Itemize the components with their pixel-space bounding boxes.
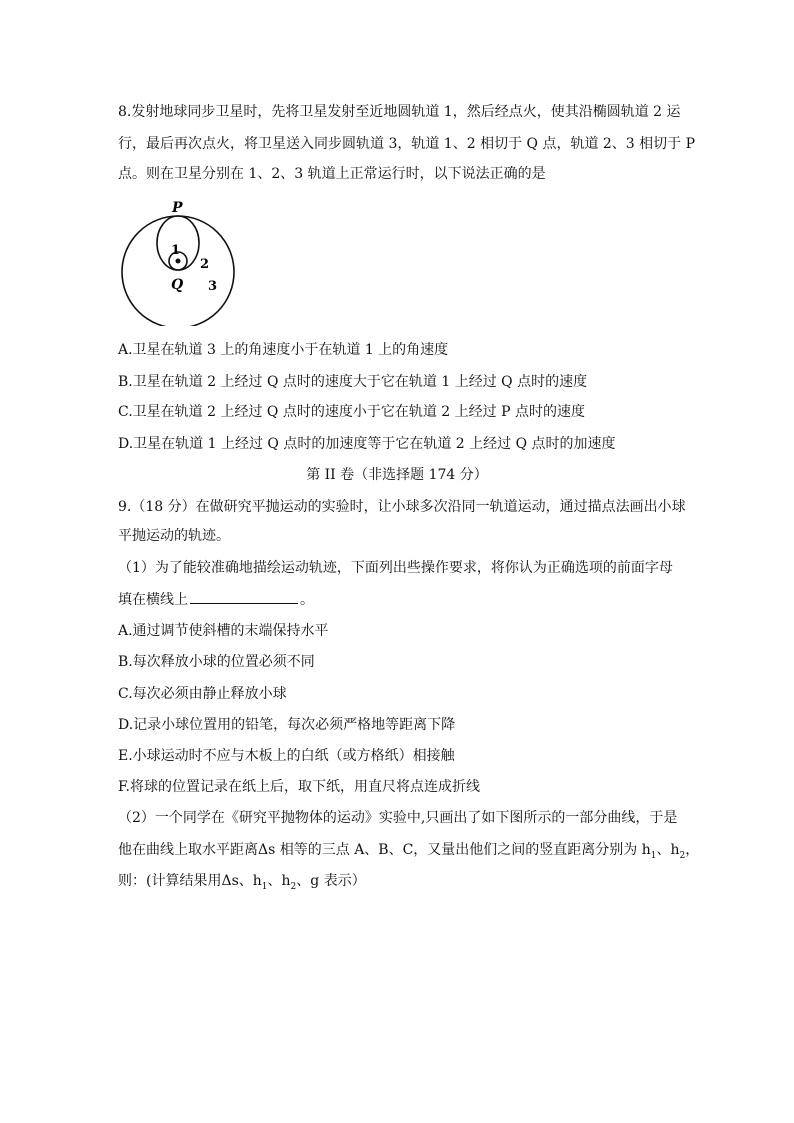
q8-text-line-2: 行，最后再次点火，将卫星送入同步圆轨道 3，轨道 1、2 相切于 Q 点，轨道 2、3 相切于 P bbox=[118, 136, 696, 152]
section-title: 第 II 卷（非选择题 174 分） bbox=[306, 467, 488, 483]
label-orbit-1: 1 bbox=[171, 243, 181, 258]
q9-part2-line-1: （2）一个同学在《研究平抛物体的运动》实验中,只画出了如下图所示的一部分曲线，于是 bbox=[118, 810, 678, 826]
q9-part2-line-2-prefix: 他在曲线上取水平距离Δs 相等的三点 A、B、C，又量出他们之间的竖直距离分别为 h bbox=[118, 842, 651, 858]
separator: 、h bbox=[267, 873, 291, 889]
q8-text-line-1: 8.发射地球同步卫星时，先将卫星发射至近地圆轨道 1，然后经点火，使其沿椭圆轨道 2 运 bbox=[118, 104, 681, 120]
q9-part1-line-2-prefix: 填在横线上 bbox=[118, 592, 188, 608]
q9-part1-line-2-suffix: 。 bbox=[300, 592, 314, 608]
orbit-3-circle bbox=[122, 216, 234, 326]
q8-option-d: D.卫星在轨道 1 上经过 Q 点时的加速度等于它在轨道 2 上经过 Q 点时的加速度 bbox=[118, 436, 616, 452]
q8-text-line-3: 点。则在卫星分别在 1、2、3 轨道上正常运行时，以下说法正确的是 bbox=[118, 166, 546, 182]
q9-part2-line-2-suffix: ， bbox=[685, 842, 700, 858]
q9-part2-line-3-suffix: 、g 表示） bbox=[296, 873, 366, 889]
earth-dot bbox=[176, 259, 181, 264]
q9-part2-line-3 bbox=[118, 871, 366, 897]
label-orbit-2: 2 bbox=[200, 257, 210, 272]
q9-option-c: C.每次必须由静止释放小球 bbox=[118, 686, 287, 702]
q9-option-b: B.每次释放小球的位置必须不同 bbox=[118, 654, 315, 670]
q9-option-f: F.将球的位置记录在纸上后，取下纸，用直尺将点连成折线 bbox=[118, 779, 480, 795]
label-q: Q bbox=[171, 277, 184, 293]
q9-text-line-2: 平抛运动的轨迹。 bbox=[118, 528, 230, 544]
q9-part2-line-3-prefix: 则：(计算结果用Δs、h bbox=[118, 873, 262, 889]
separator: 、h bbox=[656, 842, 680, 858]
subscript-1: 1 bbox=[261, 881, 268, 892]
answer-blank[interactable] bbox=[190, 589, 298, 604]
q9-option-e: E.小球运动时不应与木板上的白纸（或方格纸）相接触 bbox=[118, 748, 455, 764]
q9-part2-line-2 bbox=[118, 840, 699, 866]
q8-option-c: C.卫星在轨道 2 上经过 Q 点时的速度小于它在轨道 2 上经过 P 点时的速度 bbox=[118, 404, 585, 420]
q8-option-b: B.卫星在轨道 2 上经过 Q 点时的速度大于它在轨道 1 上经过 Q 点时的速度 bbox=[118, 374, 588, 390]
q9-part1-line-2 bbox=[118, 589, 314, 610]
subscript-2: 2 bbox=[290, 881, 297, 892]
subscript-1: 1 bbox=[650, 850, 657, 861]
label-orbit-3: 3 bbox=[208, 279, 218, 294]
orbit-diagram bbox=[118, 196, 258, 326]
label-p: P bbox=[172, 200, 183, 216]
q8-option-a: A.卫星在轨道 3 上的角速度小于在轨道 1 上的角速度 bbox=[118, 342, 449, 358]
q9-option-d: D.记录小球位置用的铅笔，每次必须严格地等距离下降 bbox=[118, 717, 456, 733]
q9-option-a: A.通过调节使斜槽的末端保持水平 bbox=[118, 623, 329, 639]
q9-text-line-1: 9.（18 分）在做研究平抛运动的实验时，让小球多次沿同一轨道运动，通过描点法画出小球 bbox=[118, 499, 686, 515]
subscript-2: 2 bbox=[679, 850, 686, 861]
q9-part1-line-1: （1）为了能较准确地描绘运动轨迹，下面列出些操作要求，将你认为正确选项的前面字母 bbox=[118, 560, 673, 576]
